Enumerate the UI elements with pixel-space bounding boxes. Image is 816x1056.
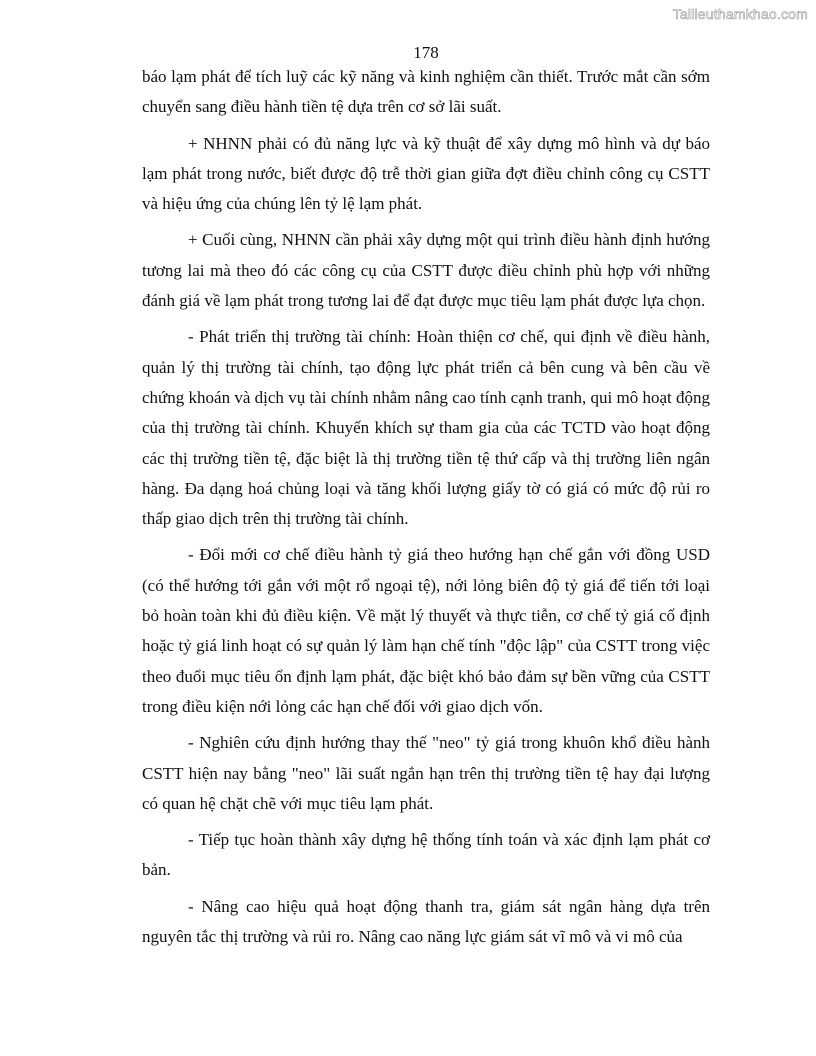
paragraph-supervision: - Nâng cao hiệu quả hoạt động thanh tra, giám sát ngân hàng dựa trên nguyên tắc thị trường và rủi ro. Nâng cao năng lực giám sát vĩ mô và vi mô của [142, 896, 710, 947]
paragraph-financial-market: - Phát triển thị trường tài chính: Hoàn thiện cơ chế, qui định về điều hành, quản lý thị trường tài chính, tạo động lực phát triển cả bên cung và bên cầu về chứng khoán và dịch vụ tài chính nhằm nâng cao tính cạnh tranh, qui mô hoạt động của thị trường tài chính. Khuyến khích sự tham gia của các TCTD vào hoạt động các thị trường tiền tệ, đặc biệt là thị trường tiền tệ thứ cấp và thị trường liên ngân hàng. Đa dạng hoá chủng loại và tăng khối lượng giấy tờ có giá có mức độ rủi ro thấp giao dịch trên thị trường tài chính. [142, 327, 710, 529]
paragraph-core-inflation: - Tiếp tục hoàn thành xây dựng hệ thống tính toán và xác định lạm phát cơ bản. [142, 830, 710, 880]
paragraph-exchange-rate: - Đổi mới cơ chế điều hành tỷ giá theo hướng hạn chế gắn với đồng USD (có thể hướng tới gắn với một rổ ngoại tệ), nới lỏng biên độ tỷ giá để tiến tới loại bỏ hoàn toàn khi đủ điều kiện. Về mặt lý thuyết và thực tiễn, cơ chế tỷ giá cố định hoặc tỷ giá linh hoạt có sự quản lý làm hạn chế tính "độc lập" của CSTT trong việc theo đuổi mục tiêu ổn định lạm phát, đặc biệt khó bảo đảm sự bền vững của CSTT trong điều kiện nới lỏng các hạn chế đối với giao dịch vốn. [142, 545, 710, 716]
page-number: 178 [413, 43, 439, 62]
paragraph-forward-process: + Cuối cùng, NHNN cần phải xây dựng một qui trình điều hành định hướng tương lai mà theo đó các công cụ của CSTT được điều chỉnh phù hợp với những đánh giá về lạm phát trong tương lai để đạt được mục tiêu lạm phát được lựa chọn. [142, 230, 710, 311]
paragraph-interest-anchor: - Nghiên cứu định hướng thay thế "neo" tỷ giá trong khuôn khổ điều hành CSTT hiện nay bằng "neo" lãi suất ngắn hạn trên thị trường tiền tệ hay đại lượng có quan hệ chặt chẽ với mục tiêu lạm phát. [142, 733, 710, 813]
watermark: Tailieuthamkhao.com [672, 6, 808, 22]
document-body [142, 62, 710, 958]
paragraph-nhnn-capacity: + NHNN phải có đủ năng lực và kỹ thuật để xây dựng mô hình và dự báo lạm phát trong nước, biết được độ trễ thời gian giữa đợt điều chỉnh công cụ CSTT và hiệu ứng của chúng lên tỷ lệ lạm phát. [142, 133, 710, 214]
paragraph-continued: báo lạm phát để tích luỹ các kỹ năng và kinh nghiệm cần thiết. Trước mắt cần sớm chuyển sang điều hành tiền tệ dựa trên cơ sở lãi suất. [142, 67, 710, 117]
